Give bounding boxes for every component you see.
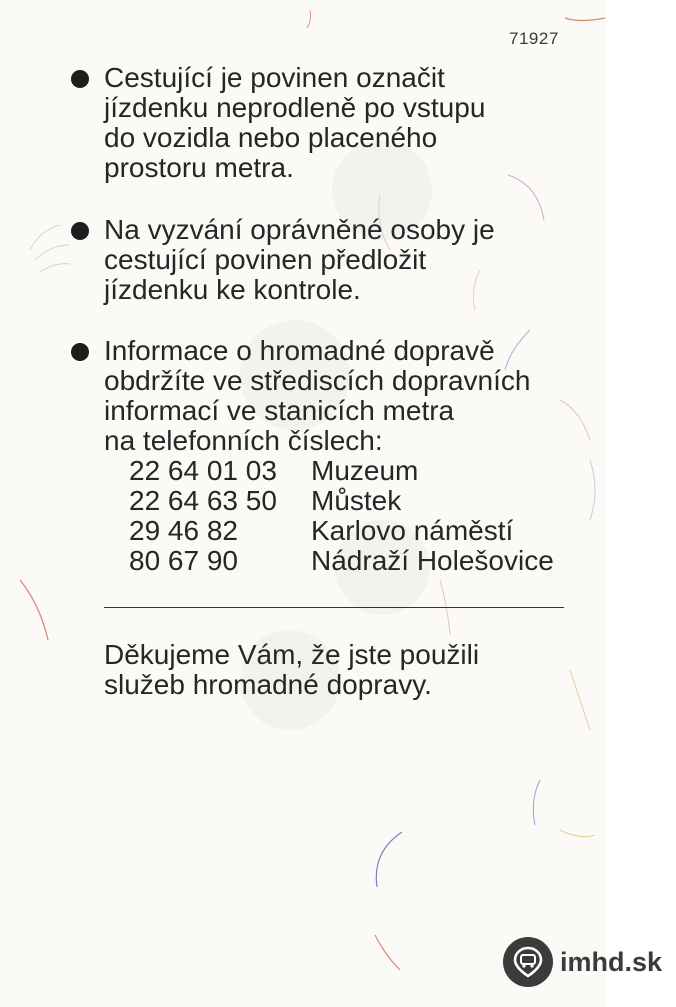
text-line: Informace o hromadné dopravě (104, 335, 495, 366)
phone-list (129, 456, 554, 576)
text-line: obdržíte ve střediscích dopravních (104, 365, 531, 396)
phone-row (129, 546, 554, 576)
text-line: do vozidla nebo placeného (104, 122, 438, 153)
bullet-validate-ticket (104, 63, 485, 183)
phone-row (129, 516, 554, 546)
phone-number: 22 64 63 50 (129, 485, 277, 516)
bullet-dot-icon (71, 70, 89, 88)
phone-number: 80 67 90 (129, 545, 238, 576)
bullet-dot-icon (71, 222, 89, 240)
imhd-logo (503, 936, 662, 988)
phone-number: 29 46 82 (129, 515, 238, 546)
serial-number: 71927 (509, 29, 559, 48)
phone-row (129, 456, 554, 486)
text-line: jízdenku neprodleně po vstupu (104, 92, 486, 123)
bullet-transport-info (104, 336, 530, 456)
bullet-dot-icon (71, 343, 89, 361)
text-line: Děkujeme Vám, že jste použili (104, 639, 480, 670)
text-line: na telefonních číslech: (104, 425, 383, 456)
phone-row (129, 486, 554, 516)
bus-pin-icon (503, 937, 553, 987)
background-edge (606, 0, 676, 1007)
thank-you-note (104, 640, 479, 700)
text-line: informací ve stanicích metra (104, 395, 455, 426)
text-line: služeb hromadné dopravy. (104, 669, 432, 700)
phone-station: Karlovo náměstí (311, 515, 514, 546)
text-line: Na vyzvání oprávněné osoby je (104, 214, 495, 245)
logo-text: imhd.sk (560, 946, 663, 977)
text-line: Cestující je povinen označit (104, 62, 445, 93)
phone-number: 22 64 01 03 (129, 455, 277, 486)
text-line: cestující povinen předložit (104, 244, 427, 275)
text-line: prostoru metra. (104, 152, 294, 183)
phone-station: Můstek (311, 485, 402, 516)
bullet-ticket-inspection (104, 215, 495, 305)
divider-line (104, 607, 564, 608)
text-line: jízdenku ke kontrole. (104, 274, 361, 305)
phone-station: Nádraží Holešovice (311, 545, 554, 576)
phone-station: Muzeum (311, 455, 419, 486)
